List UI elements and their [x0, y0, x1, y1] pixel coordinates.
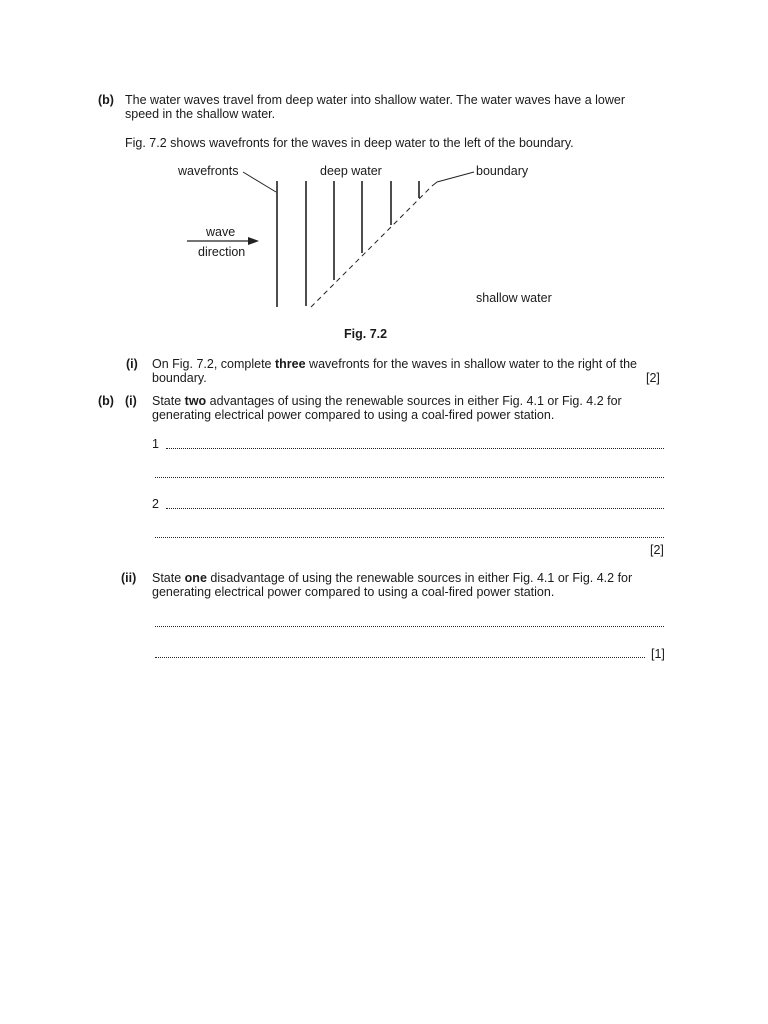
answer-2-number: 2 — [152, 497, 159, 511]
figure-caption: Fig. 7.2 — [344, 327, 388, 341]
part-b-energy-sub-label: (i) — [125, 394, 137, 408]
label-wavefronts: wavefronts — [178, 164, 239, 178]
answer-ii-line-a[interactable] — [155, 626, 664, 627]
answer-ii-line-b[interactable] — [155, 657, 645, 658]
answer-1-line-a[interactable] — [166, 448, 664, 449]
answer-1-number: 1 — [152, 437, 159, 451]
question-i-label: (i) — [126, 357, 138, 371]
fig-intro-text: Fig. 7.2 shows wavefronts for the waves in deep water to the left of the boundary. — [125, 136, 574, 150]
direction-arrow-head — [248, 237, 259, 245]
label-wave: wave — [206, 225, 236, 239]
part-b-label: (b) — [98, 93, 114, 107]
label-shallow-water: shallow water — [476, 291, 552, 305]
label-boundary: boundary — [476, 164, 529, 178]
question-ii-marks: [1] — [651, 647, 665, 661]
question-i-text-line2: boundary. — [152, 371, 207, 385]
label-direction: direction — [198, 245, 246, 259]
wavefront-diagram — [0, 0, 768, 340]
boundary-leader-tail — [432, 182, 437, 186]
question-ii-label: (ii) — [121, 571, 137, 585]
part-b-energy-text: State two advantages of using the renewable sources in either Fig. 4.1 or Fig. 4.2 for — [152, 394, 622, 408]
label-deep-water: deep water — [320, 164, 382, 178]
part-b-text-line2: speed in the shallow water. — [125, 107, 276, 121]
wavefronts-leader-line — [243, 172, 276, 192]
boundary-leader-line — [437, 172, 474, 182]
part-b-energy-text-line2: generating electrical power compared to using a coal-fired power station. — [152, 408, 555, 422]
question-ii-text: State one disadvantage of using the renewable sources in either Fig. 4.1 or Fig. 4.2 for — [152, 571, 633, 585]
boundary-line — [311, 186, 432, 307]
answer-2-line-b[interactable] — [155, 537, 664, 538]
answer-1-line-b[interactable] — [155, 477, 664, 478]
part-b-energy-marks: [2] — [650, 543, 664, 557]
answer-2-line-a[interactable] — [166, 508, 664, 509]
part-b-energy-label: (b) — [98, 394, 114, 408]
question-i-marks: [2] — [646, 371, 660, 385]
part-b-text-line1: The water waves travel from deep water into shallow water. The water waves have a lower — [125, 93, 625, 107]
question-i-text: On Fig. 7.2, complete three wavefronts for the waves in shallow water to the right of the — [152, 357, 637, 371]
question-ii-text-line2: generating electrical power compared to using a coal-fired power station. — [152, 585, 555, 599]
